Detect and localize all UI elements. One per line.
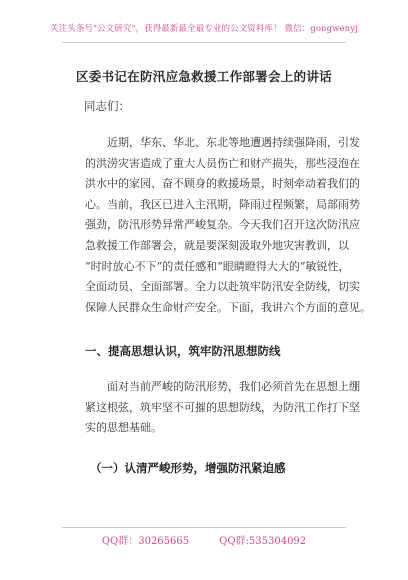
footer-qq-group-2: QQ群:535304092: [219, 536, 307, 547]
footer: [0, 532, 408, 547]
paragraph-line: “时时放心不下”的责任感和“眼睛瞪得大大的”敏锐性，: [85, 259, 350, 273]
paragraph-line: 心。当前，我区已进入主汛期，降雨过程频繁，局部雨势: [85, 197, 360, 211]
footer-divider: [62, 527, 346, 528]
document-title: 区委书记在防汛应急救援工作部署会上的讲话: [75, 69, 332, 84]
paragraph-section-1: [85, 377, 360, 439]
paragraph-line: 洪水中的家园、奋不顾身的救援场景，时刻牵动着我们的: [85, 177, 360, 191]
paragraph-line: 强劲，防汛形势异常严峻复杂。今天我们召开这次防汛应: [85, 218, 360, 232]
paragraph-line: 急救援工作部署会，就是要深刻汲取外地灾害教训，以: [85, 238, 349, 252]
header-banner: 关注头条号"公文研究"，获得最新最全最专业的公文资料库！ 微信：gongwenyj: [50, 24, 358, 34]
salutation: 同志们：: [84, 99, 130, 113]
section-heading-1: 一、提高思想认识，筑牢防汛思想防线: [85, 344, 281, 358]
paragraph-line: 的洪涝灾害造成了重大人员伤亡和财产损失，那些浸泡在: [85, 156, 360, 170]
paragraph-line: 保障人民群众生命财产安全。下面，我讲六个方面的意见。: [85, 300, 371, 314]
subsection-heading-1: （一）认清严峻形势，增强防汛紧迫感: [90, 461, 286, 475]
paragraph-line: 全面动员、全面部署。全力以赴筑牢防汛安全防线，切实: [85, 280, 360, 294]
paragraph-line: 实的思想基础。: [85, 421, 162, 435]
paragraph-line: 近期，华东、华北、东北等地遭遇持续强降雨，引发: [107, 136, 360, 149]
paragraph-intro: [85, 133, 371, 318]
paragraph-line: 紧这根弦，筑牢坚不可摧的思想防线，为防汛工作打下坚: [85, 400, 360, 414]
paragraph-line: 面对当前严峻的防汛形势，我们必须首先在思想上绷: [107, 380, 360, 393]
header-divider: [62, 42, 346, 43]
footer-qq-group-1: QQ群：30265665: [101, 536, 190, 547]
